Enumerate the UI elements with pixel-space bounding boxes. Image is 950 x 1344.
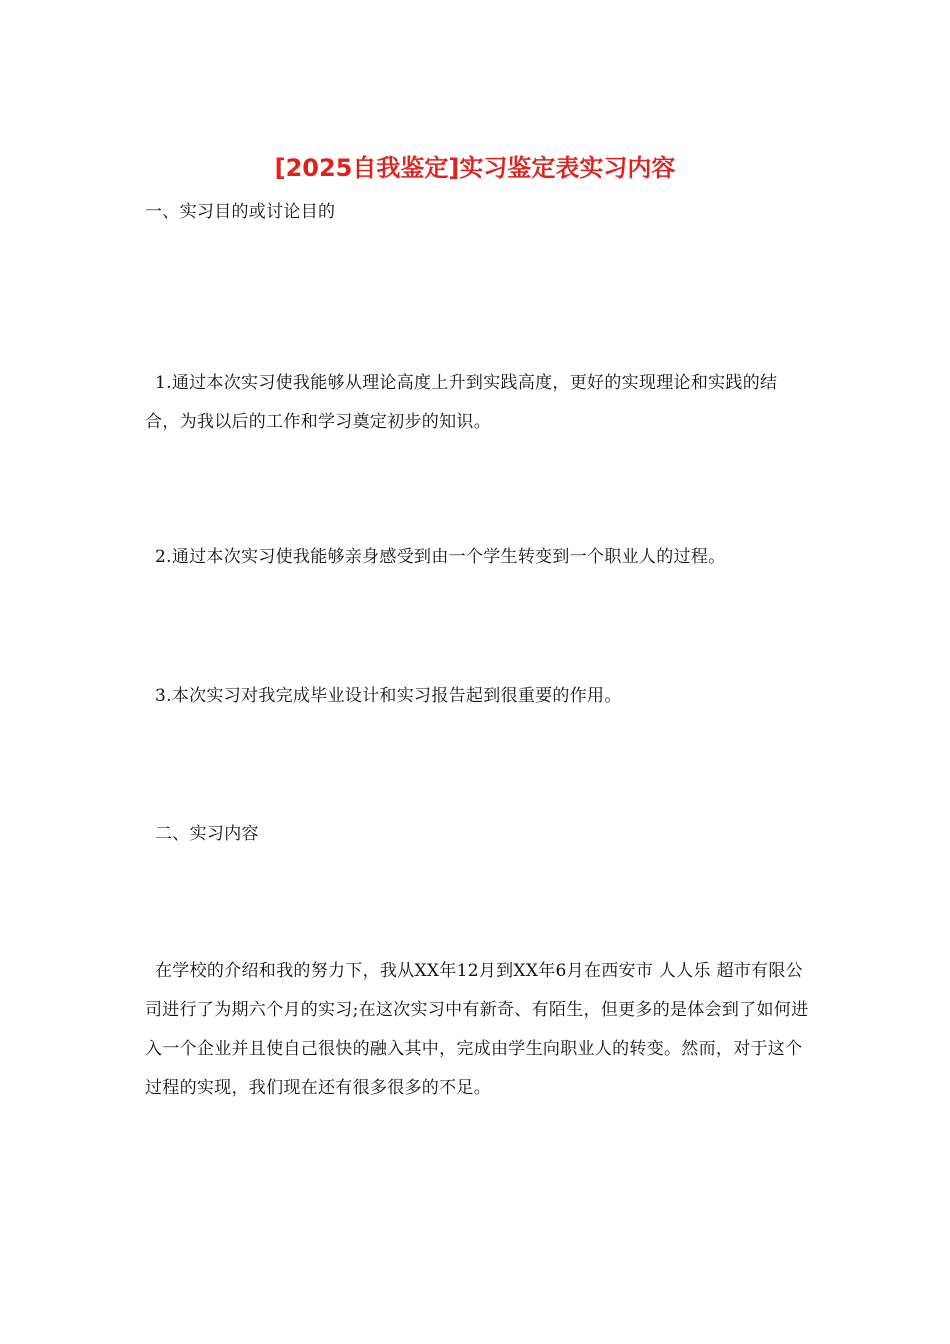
purpose-item-1: 1.通过本次实习使我能够从理论高度上升到实践高度，更好的实现理论和实践的结合，为我以后的工作和学习奠定初步的知识。: [145, 373, 778, 432]
purpose-item-2: 2.通过本次实习使我能够亲身感受到由一个学生转变到一个职业人的过程。: [155, 547, 726, 567]
purpose-item-3: 3.本次实习对我完成毕业设计和实习报告起到很重要的作用。: [155, 686, 622, 706]
section-heading-content: 二、实习内容: [155, 824, 259, 844]
content-paragraph: 在学校的介绍和我的努力下，我从XX年12月到XX年6月在西安市 人人乐 超市有限公司进行了为期六个月的实习;在这次实习中有新奇、有陌生，但更多的是体会到了如何进入一个企业并且使自己很快的融入其中，完成由学生向职业人的转变。然而，对于这个过程的实现，我们现在还有很多很多的不足。: [145, 961, 809, 1098]
section-heading-purpose: 一、实习目的或讨论目的: [145, 202, 336, 222]
document-title: [2025自我鉴定]实习鉴定表实习内容: [274, 154, 676, 182]
